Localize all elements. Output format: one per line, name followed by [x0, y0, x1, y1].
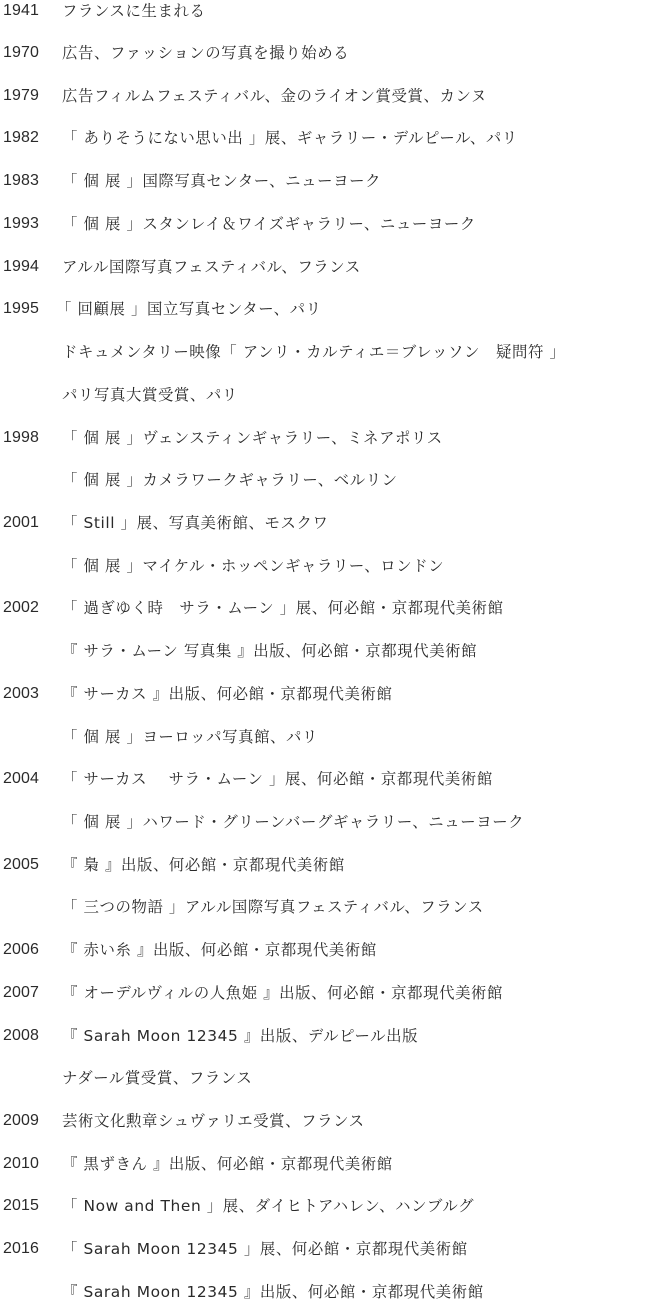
chronology-entry — [0, 127, 652, 157]
chronology-entry — [0, 427, 652, 457]
entry-year: 2007 — [3, 984, 39, 1001]
entry-text: 「 三つの物語 」アルル国際写真フェスティバル、フランス — [62, 898, 484, 916]
entry-text: 「 個 展 」マイケル・ホッペンギャラリー、ロンドン — [62, 557, 445, 575]
entry-text: 「 Sarah Moon 12345 」展、何必館・京都現代美術館 — [62, 1240, 468, 1258]
entry-year: 1995 — [3, 300, 39, 317]
entry-text: 『 黒ずきん 』出版、何必館・京都現代美術館 — [62, 1155, 393, 1173]
chronology-entry — [0, 213, 652, 243]
chronology-entry — [0, 1195, 652, 1225]
entry-text: ドキュメンタリー映像「 アンリ・カルティエ＝ブレッソン 疑問符 」 — [62, 343, 566, 361]
entry-text: ナダール賞受賞、フランス — [62, 1069, 253, 1087]
chronology-entry — [0, 597, 652, 627]
chronology-entry — [0, 1067, 652, 1097]
entry-text: 「 個 展 」ハワード・グリーンバーグギャラリー、ニューヨーク — [62, 813, 525, 831]
chronology-entry — [0, 1238, 652, 1268]
entry-text: 「 回顧展 」国立写真センター、パリ — [56, 300, 322, 318]
entry-year: 2010 — [3, 1155, 39, 1172]
entry-text: フランスに生まれる — [62, 2, 206, 20]
entry-text: 「 Still 」展、写真美術館、モスクワ — [62, 514, 329, 532]
entry-year: 2006 — [3, 941, 39, 958]
chronology-entry — [0, 1281, 652, 1311]
chronology-entry — [0, 982, 652, 1012]
entry-text: 「 サーカス サラ・ムーン 」展、何必館・京都現代美術館 — [62, 770, 493, 788]
chronology-entry — [0, 1025, 652, 1055]
entry-text: 『 オーデルヴィルの人魚姫 』出版、何必館・京都現代美術館 — [62, 984, 504, 1002]
entry-year: 2016 — [3, 1240, 39, 1257]
chronology-entry — [0, 298, 652, 328]
entry-year: 1970 — [3, 44, 39, 61]
chronology-entry — [0, 469, 652, 499]
chronology-entry — [0, 0, 652, 30]
chronology-entry — [0, 512, 652, 542]
entry-year: 2004 — [3, 770, 39, 787]
entry-text: 「 個 展 」カメラワークギャラリー、ベルリン — [62, 471, 398, 489]
chronology-entry — [0, 768, 652, 798]
entry-year: 1994 — [3, 258, 39, 275]
entry-year: 1941 — [3, 2, 39, 19]
entry-text: 広告フィルムフェスティバル、金のライオン賞受賞、カンヌ — [62, 87, 487, 105]
chronology-entry — [0, 256, 652, 286]
entry-text: パリ写真大賞受賞、パリ — [62, 386, 238, 404]
chronology-entry — [0, 726, 652, 756]
chronology-entry — [0, 170, 652, 200]
entry-year: 2005 — [3, 856, 39, 873]
entry-text: 『 Sarah Moon 12345 』出版、何必館・京都現代美術館 — [62, 1283, 484, 1301]
entry-year: 1979 — [3, 87, 39, 104]
chronology-entry — [0, 683, 652, 713]
entry-text: 『 サラ・ムーン 写真集 』出版、何必館・京都現代美術館 — [62, 642, 478, 660]
chronology-entry — [0, 939, 652, 969]
chronology-entry — [0, 1153, 652, 1183]
chronology-entry — [0, 811, 652, 841]
entry-text: 「 個 展 」ヨーロッパ写真館、パリ — [62, 728, 319, 746]
entry-text: 『 赤い糸 』出版、何必館・京都現代美術館 — [62, 941, 377, 959]
entry-year: 2003 — [3, 685, 39, 702]
entry-year: 2008 — [3, 1027, 39, 1044]
entry-year: 2009 — [3, 1112, 39, 1129]
entry-text: 『 サーカス 』出版、何必館・京都現代美術館 — [62, 685, 393, 703]
entry-year: 1983 — [3, 172, 39, 189]
entry-text: 「 個 展 」ヴェンスティンギャラリー、ミネアポリス — [62, 429, 443, 447]
chronology-entry — [0, 555, 652, 585]
entry-text: 「 個 展 」国際写真センター、ニューヨーク — [62, 172, 382, 190]
entry-text: 『 梟 』出版、何必館・京都現代美術館 — [62, 856, 345, 874]
entry-text: 「 個 展 」スタンレイ＆ワイズギャラリー、ニューヨーク — [62, 215, 476, 233]
entry-text: アルル国際写真フェスティバル、フランス — [62, 258, 361, 276]
entry-year: 1998 — [3, 429, 39, 446]
entry-text: 芸術文化勲章シュヴァリエ受賞、フランス — [62, 1112, 365, 1130]
entry-year: 2015 — [3, 1197, 39, 1214]
chronology-entry — [0, 640, 652, 670]
entry-text: 「 ありそうにない思い出 」展、ギャラリー・デルピール、パリ — [62, 129, 518, 147]
entry-year: 2001 — [3, 514, 39, 531]
entry-text: 広告、ファッションの写真を撮り始める — [62, 44, 350, 62]
entry-year: 1993 — [3, 215, 39, 232]
chronology-entry — [0, 896, 652, 926]
chronology-entry — [0, 1110, 652, 1140]
entry-year: 1982 — [3, 129, 39, 146]
chronology-entry — [0, 384, 652, 414]
entry-text: 「 過ぎゆく時 サラ・ムーン 」展、何必館・京都現代美術館 — [62, 599, 504, 617]
entry-text: 「 Now and Then 」展、ダイヒトアハレン、ハンブルグ — [62, 1197, 475, 1215]
entry-year: 2002 — [3, 599, 39, 616]
chronology-entry — [0, 85, 652, 115]
entry-text: 『 Sarah Moon 12345 』出版、デルピール出版 — [62, 1027, 419, 1045]
chronology-entry — [0, 341, 652, 371]
chronology-entry — [0, 854, 652, 884]
chronology-entry — [0, 42, 652, 72]
